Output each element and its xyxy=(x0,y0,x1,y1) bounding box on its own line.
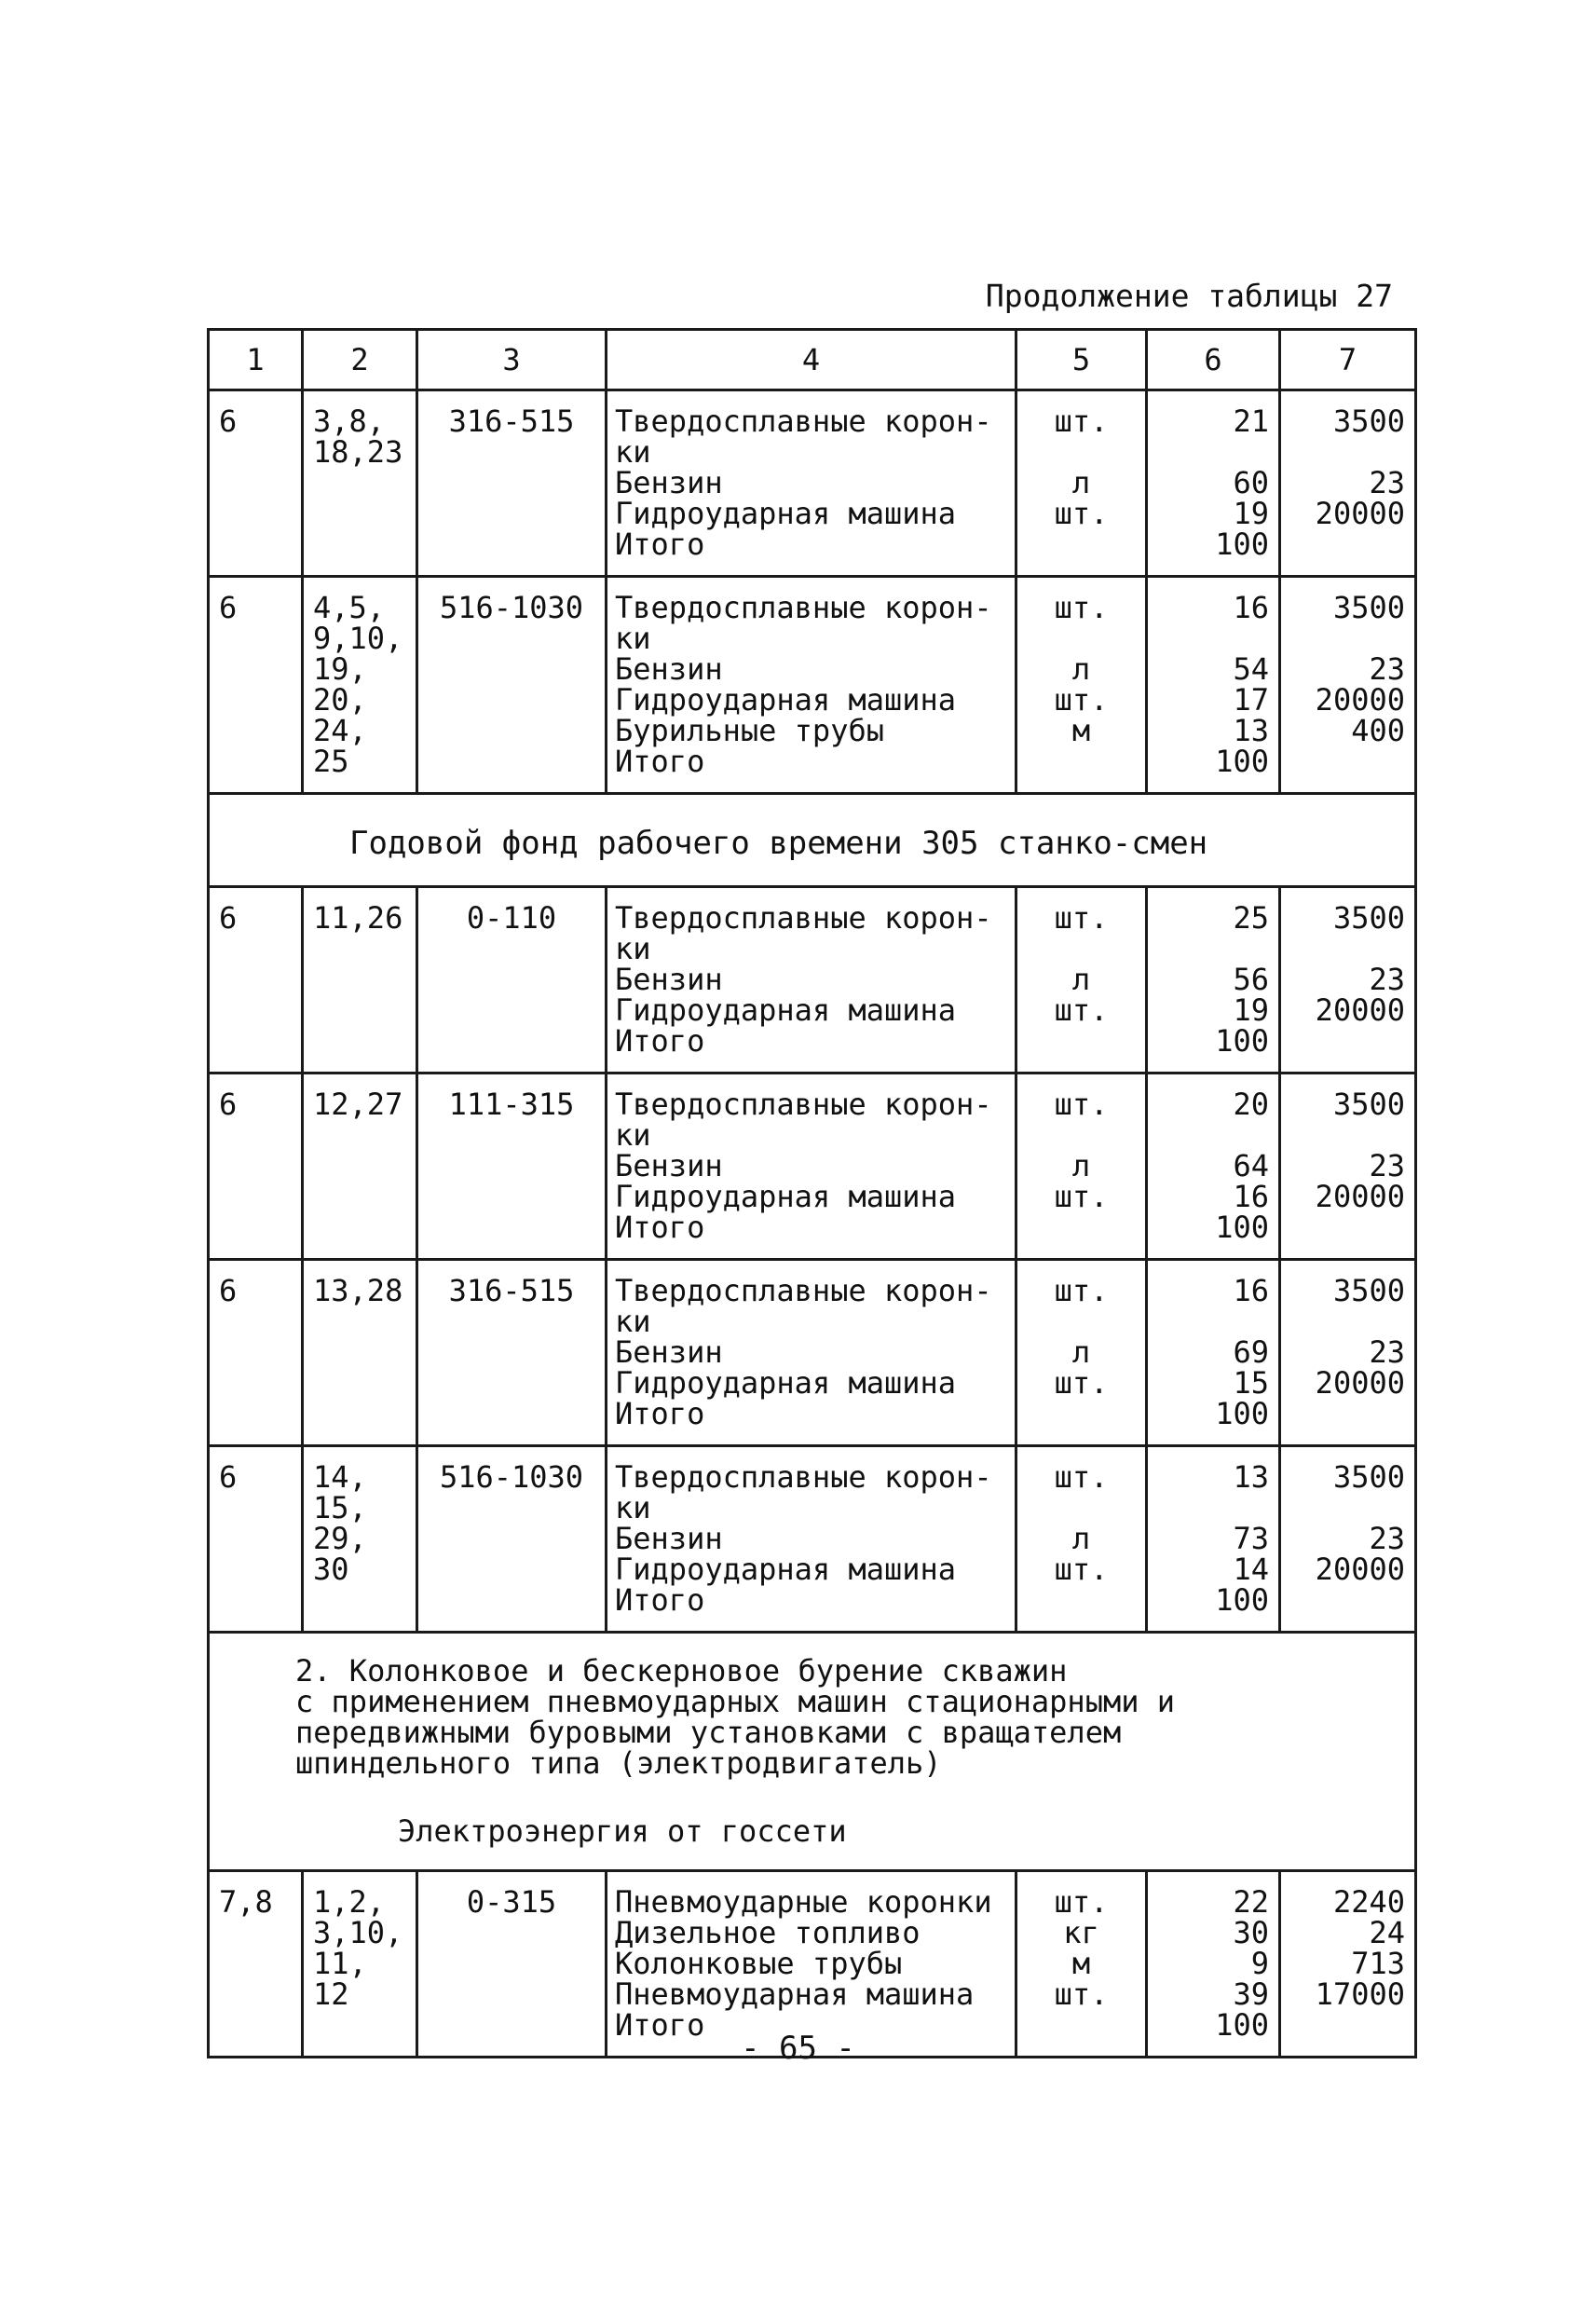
section-heading-row xyxy=(209,794,1416,887)
depth-range: 516-1030 xyxy=(417,577,607,794)
item-quantities-line: 60 xyxy=(1233,465,1269,500)
table-row xyxy=(209,577,1416,794)
item-names-line: Итого xyxy=(615,1210,705,1245)
item-names-line: Бензин xyxy=(615,1148,723,1183)
item-quantities-line: 64 xyxy=(1233,1148,1269,1183)
item-prices-line: 3500 xyxy=(1332,403,1405,439)
item-names-line: ки xyxy=(615,621,651,656)
item-units xyxy=(1016,1446,1147,1633)
item-names-line: Гидроударная машина xyxy=(615,1552,957,1587)
section-2-title-line: передвижными буровыми установками с вращателем xyxy=(295,1715,1122,1750)
item-units-line: шт. xyxy=(1054,992,1109,1028)
item-names-line: ки xyxy=(615,1490,651,1525)
item-prices-line xyxy=(1281,1026,1414,1057)
item-units-line xyxy=(1017,934,1145,964)
item-units-line xyxy=(1017,746,1145,777)
item-units-line: л xyxy=(1071,1334,1091,1370)
item-units-line: м xyxy=(1071,713,1091,748)
item-names-line: Бензин xyxy=(615,1521,723,1556)
item-quantities-line xyxy=(1148,1306,1278,1337)
item-names xyxy=(607,390,1016,577)
item-units-line: шт. xyxy=(1054,1552,1109,1587)
position-numbers: 12,27 xyxy=(303,1073,417,1260)
col-header-3: 3 xyxy=(417,330,607,390)
depth-range: 316-515 xyxy=(417,390,607,577)
item-quantities-line: 100 xyxy=(1215,1396,1269,1431)
item-quantities xyxy=(1147,577,1280,794)
item-names-line: Гидроударная машина xyxy=(615,682,957,718)
depth-range: 516-1030 xyxy=(417,1446,607,1633)
item-prices-line: 20000 xyxy=(1315,1365,1405,1401)
item-units-line: шт. xyxy=(1054,1365,1109,1401)
item-prices-line: 3500 xyxy=(1332,1087,1405,1122)
item-quantities-line: 100 xyxy=(1215,1582,1269,1618)
item-names-line: Пневмоударные коронки xyxy=(615,1884,992,1920)
item-prices-line: 713 xyxy=(1351,1946,1405,1981)
item-names-line: Итого xyxy=(615,526,705,562)
item-prices-line xyxy=(1281,1399,1414,1429)
item-prices-line: 23 xyxy=(1369,1334,1405,1370)
item-quantities-line xyxy=(1148,1120,1278,1151)
item-quantities-line: 100 xyxy=(1215,526,1269,562)
item-names-line: ки xyxy=(615,434,651,470)
item-prices-line: 3500 xyxy=(1332,590,1405,625)
item-prices xyxy=(1280,1260,1416,1446)
item-names-line: Гидроударная машина xyxy=(615,1179,957,1214)
group-number: 6 xyxy=(209,577,303,794)
item-names xyxy=(607,1073,1016,1260)
group-number: 6 xyxy=(209,390,303,577)
item-prices xyxy=(1280,1446,1416,1633)
item-quantities-line: 16 xyxy=(1233,590,1269,625)
item-quantities-line: 69 xyxy=(1233,1334,1269,1370)
page-number: - 65 - xyxy=(741,2030,855,2067)
item-units xyxy=(1016,577,1147,794)
item-units-line xyxy=(1017,1026,1145,1057)
item-units-line: шт. xyxy=(1054,403,1109,439)
item-names-line: ки xyxy=(615,931,651,966)
item-units-line xyxy=(1017,1399,1145,1429)
item-prices-line xyxy=(1281,529,1414,560)
item-prices-line: 400 xyxy=(1351,713,1405,748)
work-time-heading: Годовой фонд рабочего времени 305 станко-смен xyxy=(209,794,1416,887)
item-names xyxy=(607,887,1016,1073)
position-numbers: 4,5, 9,10, 19, 20, 24, 25 xyxy=(303,577,417,794)
item-units-line: шт. xyxy=(1054,1976,1109,2012)
item-units xyxy=(1016,390,1147,577)
item-units-line: л xyxy=(1071,962,1091,997)
item-names-line: Пневмоударная машина xyxy=(615,1976,975,2012)
item-names-line: Дизельное топливо xyxy=(615,1915,921,1950)
item-names-line: Итого xyxy=(615,1582,705,1618)
col-header-6: 6 xyxy=(1147,330,1280,390)
item-names-line: Твердосплавные корон- xyxy=(615,900,992,936)
item-names-line: Итого xyxy=(615,1396,705,1431)
item-units-line: шт. xyxy=(1054,590,1109,625)
item-names-line: Гидроударная машина xyxy=(615,496,957,531)
section-2-title-line: шпиндельного типа (электродвигатель) xyxy=(295,1745,942,1781)
table-row xyxy=(209,1260,1416,1446)
item-units-line: л xyxy=(1071,651,1091,687)
item-prices-line xyxy=(1281,623,1414,654)
item-prices-line: 20000 xyxy=(1315,1179,1405,1214)
item-quantities-line: 9 xyxy=(1250,1946,1269,1981)
item-units-line: л xyxy=(1071,1521,1091,1556)
item-prices-line: 23 xyxy=(1369,1148,1405,1183)
table-row xyxy=(209,390,1416,577)
item-prices-line: 3500 xyxy=(1332,1459,1405,1495)
item-quantities-line: 100 xyxy=(1215,744,1269,779)
norms-table xyxy=(207,328,1417,2058)
depth-range: 0-110 xyxy=(417,887,607,1073)
item-prices-line: 20000 xyxy=(1315,992,1405,1028)
item-quantities xyxy=(1147,390,1280,577)
table-frame xyxy=(207,328,1405,2058)
item-prices-line xyxy=(1281,437,1414,468)
item-quantities-line: 25 xyxy=(1233,900,1269,936)
item-units xyxy=(1016,1073,1147,1260)
item-quantities-line: 21 xyxy=(1233,403,1269,439)
table-row xyxy=(209,1446,1416,1633)
col-header-2: 2 xyxy=(303,330,417,390)
item-units-line xyxy=(1017,529,1145,560)
item-quantities-line: 22 xyxy=(1233,1884,1269,1920)
item-quantities-line: 13 xyxy=(1233,713,1269,748)
item-prices xyxy=(1280,887,1416,1073)
item-units-line xyxy=(1017,1493,1145,1524)
position-numbers: 13,28 xyxy=(303,1260,417,1446)
group-number: 6 xyxy=(209,1073,303,1260)
item-units-line: шт. xyxy=(1054,1273,1109,1308)
item-names-line: Итого xyxy=(615,2007,705,2043)
item-names xyxy=(607,1260,1016,1446)
item-prices-line xyxy=(1281,1493,1414,1524)
item-prices-line: 17000 xyxy=(1315,1976,1405,2012)
item-quantities-line xyxy=(1148,623,1278,654)
item-units-line: кг xyxy=(1063,1915,1099,1950)
item-quantities-line: 16 xyxy=(1233,1273,1269,1308)
item-names-line: ки xyxy=(615,1117,651,1153)
item-prices-line: 24 xyxy=(1369,1915,1405,1950)
item-prices-line: 20000 xyxy=(1315,682,1405,718)
item-quantities-line: 100 xyxy=(1215,1023,1269,1059)
item-units-line: л xyxy=(1071,1148,1091,1183)
item-names-line: Бензин xyxy=(615,1334,723,1370)
col-header-4: 4 xyxy=(607,330,1016,390)
position-numbers: 11,26 xyxy=(303,887,417,1073)
item-quantities-line: 15 xyxy=(1233,1365,1269,1401)
item-names-line: Твердосплавные корон- xyxy=(615,590,992,625)
group-number: 6 xyxy=(209,1260,303,1446)
item-prices-line: 3500 xyxy=(1332,900,1405,936)
item-prices-line xyxy=(1281,934,1414,964)
item-names-line: Твердосплавные корон- xyxy=(615,1273,992,1308)
item-prices-line xyxy=(1281,1212,1414,1243)
item-units-line: л xyxy=(1071,465,1091,500)
item-names-line: Итого xyxy=(615,1023,705,1059)
section-2-row xyxy=(209,1633,1416,1871)
item-quantities-line xyxy=(1148,1493,1278,1524)
col-header-7: 7 xyxy=(1280,330,1416,390)
section-2-title-line: 2. Колонковое и бескерновое бурение скважин xyxy=(295,1653,1068,1689)
item-quantities-line: 73 xyxy=(1233,1521,1269,1556)
item-units-line: шт. xyxy=(1054,900,1109,936)
section-2-title-line: с применением пневмоударных машин стационарными и xyxy=(295,1684,1176,1719)
table-row xyxy=(209,1073,1416,1260)
item-quantities-line xyxy=(1148,437,1278,468)
item-prices-line: 3500 xyxy=(1332,1273,1405,1308)
item-names-line: Бензин xyxy=(615,962,723,997)
item-prices-line: 2240 xyxy=(1332,1884,1405,1920)
item-names-line: ки xyxy=(615,1304,651,1339)
item-prices-line: 23 xyxy=(1369,465,1405,500)
item-quantities-line: 100 xyxy=(1215,1210,1269,1245)
group-number: 6 xyxy=(209,887,303,1073)
power-source-heading: Электроэнергия от госсети xyxy=(398,1813,847,1849)
position-numbers: 1,2, 3,10, 11, 12 xyxy=(303,1871,417,2058)
item-quantities xyxy=(1147,1446,1280,1633)
item-names-line: Твердосплавные корон- xyxy=(615,1459,992,1495)
item-names-line: Итого xyxy=(615,744,705,779)
item-units-line xyxy=(1017,1212,1145,1243)
item-names-line: Бензин xyxy=(615,465,723,500)
item-names xyxy=(607,1446,1016,1633)
item-quantities-line: 16 xyxy=(1233,1179,1269,1214)
item-prices xyxy=(1280,390,1416,577)
item-quantities-line: 17 xyxy=(1233,682,1269,718)
item-quantities-line: 14 xyxy=(1233,1552,1269,1587)
item-prices-line xyxy=(1281,1306,1414,1337)
item-units-line: шт. xyxy=(1054,1179,1109,1214)
group-number: 7,8 xyxy=(209,1871,303,2058)
table-body xyxy=(209,390,1416,2058)
item-quantities-line: 30 xyxy=(1233,1915,1269,1950)
item-units-line xyxy=(1017,1306,1145,1337)
item-quantities xyxy=(1147,887,1280,1073)
item-units xyxy=(1016,1260,1147,1446)
item-names-line: Твердосплавные корон- xyxy=(615,403,992,439)
item-quantities-line: 56 xyxy=(1233,962,1269,997)
item-names-line: Гидроударная машина xyxy=(615,1365,957,1401)
item-prices-line: 20000 xyxy=(1315,496,1405,531)
item-prices-line: 23 xyxy=(1369,962,1405,997)
item-units-line: шт. xyxy=(1054,1884,1109,1920)
depth-range: 111-315 xyxy=(417,1073,607,1260)
item-units-line xyxy=(1017,437,1145,468)
item-names-line: Гидроударная машина xyxy=(615,992,957,1028)
item-units-line: шт. xyxy=(1054,496,1109,531)
item-quantities-line: 20 xyxy=(1233,1087,1269,1122)
item-units-line: шт. xyxy=(1054,1087,1109,1122)
item-quantities-line xyxy=(1148,934,1278,964)
item-units-line xyxy=(1017,1585,1145,1616)
item-quantities-line: 100 xyxy=(1215,2007,1269,2043)
depth-range: 0-315 xyxy=(417,1871,607,2058)
item-units-line xyxy=(1017,623,1145,654)
table-caption: Продолжение таблицы 27 xyxy=(985,278,1393,314)
item-names-line: Бензин xyxy=(615,651,723,687)
position-numbers: 14, 15, 29, 30 xyxy=(303,1446,417,1633)
table-row xyxy=(209,887,1416,1073)
item-names-line: Твердосплавные корон- xyxy=(615,1087,992,1122)
item-prices-line: 20000 xyxy=(1315,1552,1405,1587)
item-quantities-line: 39 xyxy=(1233,1976,1269,2012)
section-2-title xyxy=(209,1633,1416,1871)
item-units-line: шт. xyxy=(1054,682,1109,718)
item-quantities-line: 13 xyxy=(1233,1459,1269,1495)
item-units-line: шт. xyxy=(1054,1459,1109,1495)
item-names-line: Колонковые трубы xyxy=(615,1946,903,1981)
item-prices-line xyxy=(1281,746,1414,777)
item-units-line: м xyxy=(1071,1946,1091,1981)
header-row xyxy=(209,330,1416,390)
col-header-5: 5 xyxy=(1016,330,1147,390)
item-quantities-line: 54 xyxy=(1233,651,1269,687)
item-prices-line xyxy=(1281,1120,1414,1151)
col-header-1: 1 xyxy=(209,330,303,390)
item-names-line: Бурильные трубы xyxy=(615,713,884,748)
position-numbers: 3,8, 18,23 xyxy=(303,390,417,577)
item-prices xyxy=(1280,577,1416,794)
item-prices-line: 23 xyxy=(1369,1521,1405,1556)
item-units-line xyxy=(1017,1120,1145,1151)
item-prices xyxy=(1280,1073,1416,1260)
item-names xyxy=(607,577,1016,794)
item-quantities xyxy=(1147,1073,1280,1260)
item-quantities-line: 19 xyxy=(1233,496,1269,531)
item-quantities xyxy=(1147,1260,1280,1446)
item-prices-line xyxy=(1281,1585,1414,1616)
item-prices-line: 23 xyxy=(1369,651,1405,687)
item-units xyxy=(1016,887,1147,1073)
item-quantities-line: 19 xyxy=(1233,992,1269,1028)
group-number: 6 xyxy=(209,1446,303,1633)
depth-range: 316-515 xyxy=(417,1260,607,1446)
